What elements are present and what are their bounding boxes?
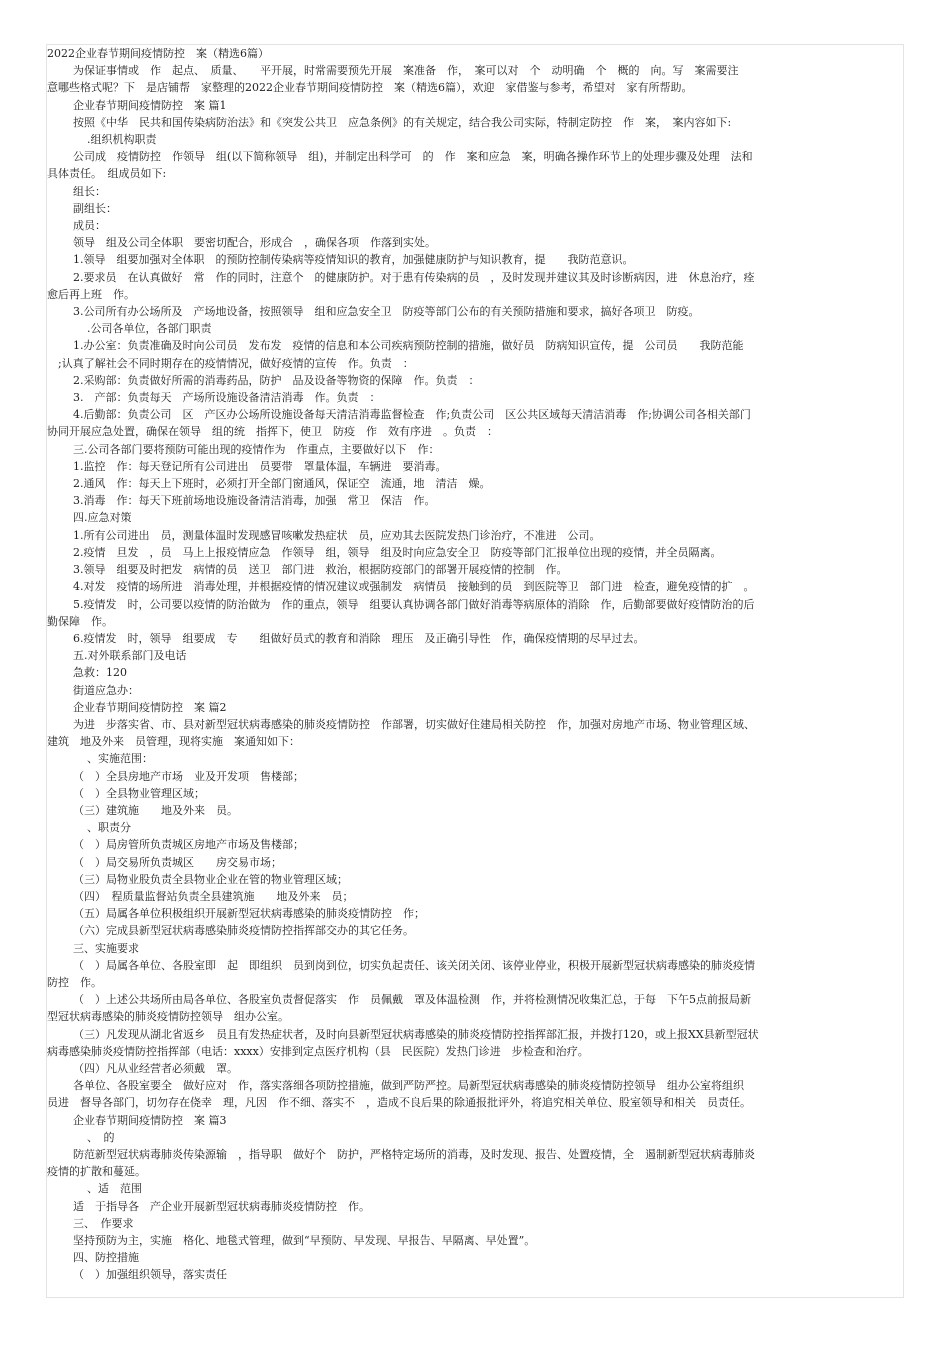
text-line: 协同开展应急处置，确保在领导 组的统 指挥下，使卫 防疫 作 效有序进 。负责 ： — [47, 425, 498, 439]
text-line: 公司成 疫情防控 作领导 组(以下简称领导 组)，并制定出科学可 的 作 案和应急 案，明确各操作环节上的处理步骤及处理 法和 — [73, 150, 753, 164]
document-page — [46, 44, 904, 1298]
text-line: 病毒感染肺炎疫情防控指挥部（电话：xxxx）安排到定点医疗机构（县 民医院）发热门诊进 步检查和治疗。 — [47, 1044, 589, 1058]
text-line: 1.所有公司进出 员，测量体温时发现感冒咳嗽发热症状 员，应劝其去医院发热门诊治疗，不准进 公司。 — [73, 528, 601, 542]
text-line: 为进 步落实省、市、县对新型冠状病毒感染的肺炎疫情防控 作部署，切实做好住建局相关防控 作，加强对房地产市场、物业管理区域、 — [73, 717, 755, 731]
text-line: （三）建筑施 地及外来 员。 — [73, 803, 238, 817]
text-line: 五.对外联系部门及电话 — [73, 649, 187, 663]
text-line: 具体责任。 组成员如下: — [47, 167, 167, 181]
text-line: 四、防控措施 — [73, 1251, 139, 1265]
text-line: 四.应急对策 — [73, 511, 132, 525]
text-line: （四） 程质量监督站负责全县建筑施 地及外来 员； — [73, 889, 354, 903]
text-line: 1.办公室：负责准确及时向公司员 发布发 疫情的信息和本公司疾病预防控制的措施，做好员 防病知识宣传，提 公司员 我防范能 — [73, 339, 744, 353]
text-line: 1.领导 组要加强对全体职 的预防控制传染病等疫情知识的教育，加强健康防护与知识教育，提 我防范意识。 — [73, 253, 634, 267]
text-line: 、适 范围 — [87, 1182, 142, 1196]
text-line: 成员： — [73, 219, 106, 233]
text-line: 、 的 — [87, 1130, 115, 1144]
text-line: 防范新型冠状病毒肺炎传染源输 ，指导职 做好个 防护，严格特定场所的消毒，及时发现、报告、处置疫情，全 遏制新型冠状病毒肺炎 — [73, 1148, 755, 1161]
text-line: 3. 产部：负责每天 产场所设施设备清洁消毒 作。负责 ： — [73, 391, 381, 405]
text-line: 4.对发 疫情的场所进 消毒处理，并根据疫情的情况建议或强制发 病情员 接触到的员 到医院等卫 部门进 检查，避免疫情的扩 。 — [73, 580, 755, 594]
text-line: （ ）局属各单位、各股室即 起 即组织 员到岗到位，切实负起责任、该关闭关闭、该停业停业，积极开展新型冠状病毒感染的肺炎疫情 — [73, 958, 755, 972]
text-line: 愈后再上班 作。 — [47, 287, 135, 301]
text-line: （ ）局房管所负责城区房地产市场及售楼部； — [73, 838, 304, 852]
text-line: 3.公司所有办公场所及 产场地设备，按照领导 组和应急安全卫 防疫等部门公布的有关预防措施和要求，搞好各项卫 防疫。 — [73, 305, 700, 319]
text-line: 领导 组及公司全体职 要密切配合，形成合 ，确保各项 作落到实处。 — [73, 236, 436, 250]
text-line: 组长： — [73, 184, 106, 198]
text-line: （五）局属各单位积极组织开展新型冠状病毒感染的肺炎疫情防控 作； — [73, 907, 425, 921]
text-line: 按照《中华 民共和国传染病防治法》和《突发公共卫 应急条例》的有关规定，结合我公司实际，特制定防控 作 案， 案内容如下: — [73, 115, 732, 129]
text-line: 副组长： — [73, 201, 117, 215]
text-line: 为保证事情或 作 起点、 质量、 平开展，时常需要预先开展 案准备 作， 案可以对 个 动明确 个 概的 向。写 案需要注 — [73, 64, 739, 78]
document-title: 2022企业春节期间疫情防控 案（精选6篇） — [47, 47, 269, 60]
text-line: （六）完成县新型冠状病毒感染肺炎疫情防控指挥部交办的其它任务。 — [73, 924, 414, 938]
text-line: 急救：120 — [73, 666, 127, 680]
text-line: 2.通风 作：每天上下班时，必须打开全部门窗通风，保证空 流通，地 清洁 燥。 — [73, 477, 491, 491]
text-line: 三、 作要求 — [73, 1216, 134, 1230]
text-line: 意哪些格式呢？下 是店铺帮 家整理的2022企业春节期间疫情防控 案（精选6篇），欢迎 家借鉴与参考，希望对 家有所帮助。 — [47, 81, 693, 95]
text-line: 三.公司各部门要将预防可能出现的疫情作为 作重点，主要做好以下 作： — [73, 442, 440, 456]
text-line: 员进 督导各部门，切勿存在侥幸 理，凡因 作不细、落实不 ，造成不良后果的除通报批评外，将追究相关单位、股室领导和相关 员责任。 — [47, 1096, 751, 1110]
text-line: 防控 作。 — [47, 975, 102, 989]
text-line: （四）凡从业经营者必须戴 罩。 — [73, 1061, 238, 1075]
text-line: 型冠状病毒感染的肺炎疫情防控领导 组办公室。 — [47, 1010, 289, 1024]
text-line: 适 于指导各 产企业开展新型冠状病毒肺炎疫情防控 作。 — [73, 1199, 370, 1213]
text-line: （ ）局交易所负责城区 房交易市场； — [73, 855, 282, 869]
text-line: 企业春节期间疫情防控 案 篇3 — [73, 1113, 227, 1127]
text-line: 2.采购部：负责做好所需的消毒药品，防护 品及设备等物资的保障 作。负责 ： — [73, 373, 480, 387]
text-line: 、实施范围： — [87, 752, 153, 766]
text-line: 建筑 地及外来 员管理，现将实施 案通知如下： — [47, 735, 300, 749]
text-line: 企业春节期间疫情防控 案 篇1 — [73, 98, 227, 112]
text-line: .公司各单位，各部门职责 — [87, 322, 212, 336]
text-line: 3.领导 组要及时把发 病情的员 送卫 部门进 救治，根据防疫部门的部署开展疫情的控制 作。 — [73, 563, 568, 577]
text-line: （三）凡发现从湖北省返乡 员且有发热症状者，及时向县新型冠状病毒感染的肺炎疫情防控指挥部汇报，并拨打120，或上报XX县新型冠状 — [73, 1027, 759, 1041]
text-line: ;认真了解社会不同时期存在的疫情情况，做好疫情的宣传 作。负责 ： — [47, 356, 414, 370]
text-line: （ ）加强组织领导，落实责任 — [73, 1268, 227, 1282]
text-line: （ ）全县房地产市场 业及开发项 售楼部； — [73, 769, 304, 783]
text-line: 4.后勤部：负责公司 区 产区办公场所设施设备每天清洁消毒监督检查 作;负责公司 区公共区域每天清洁消毒 作;协调公司各相关部门 — [73, 408, 751, 422]
text-line: 各单位、各股室要全 做好应对 作，落实落细各项防控措施，做到严防严控。局新型冠状病毒感染的肺炎疫情防控领导 组办公室将组织 — [73, 1079, 744, 1093]
text-line: （ ）全县物业管理区域； — [73, 786, 205, 800]
text-line: 企业春节期间疫情防控 案 篇2 — [73, 700, 227, 714]
text-line: 6.疫情发 时，领导 组要成 专 组做好员式的教育和消除 理压 及正确引导性 作，确保疫情期的尽早过去。 — [73, 631, 645, 645]
text-line: 坚持预防为主，实施 格化、地毯式管理，做到“早预防、早发现、早报告、早隔离、早处置”。 — [73, 1234, 536, 1248]
text-line: 勤保障 作。 — [47, 614, 113, 628]
text-line: 1.监控 作：每天登记所有公司进出 员要带 罩量体温，车辆进 要消毒。 — [73, 459, 447, 473]
text-line: （三）局物业股负责全县物业企业在管的物业管理区域； — [73, 872, 348, 886]
text-line: 5.疫情发 时，公司要以疫情的防治做为 作的重点，领导 组要认真协调各部门做好消毒等病原体的消除 作，后勤部要做好疫情防治的后 — [73, 597, 755, 611]
text-line: （ ）上述公共场所由局各单位、各股室负责督促落实 作 员佩戴 罩及体温检测 作，并将检测情况收集汇总，于每 下午5点前报局新 — [73, 993, 751, 1007]
text-line: 3.消毒 作：每天下班前场地设施设备清洁消毒，加强 常卫 保洁 作。 — [73, 494, 436, 508]
text-line: 街道应急办： — [73, 683, 139, 697]
text-line: 2.疫情 旦发 ，员 马上上报疫情应急 作领导 组，领导 组及时向应急安全卫 防疫等部门汇报单位出现的疫情，并全员隔离。 — [73, 545, 722, 559]
text-line: 疫情的扩散和蔓延。 — [47, 1165, 146, 1179]
text-line: 、职责分 — [87, 821, 131, 835]
text-line: .组织机构职责 — [87, 133, 157, 147]
text-line: 2.要求员 在认真做好 常 作的同时，注意个 的健康防护。对于患有传染病的员 ，及时发现并建议其及时诊断病因，进 休息治疗，痊 — [73, 270, 755, 284]
text-line: 三、实施要求 — [73, 941, 139, 955]
